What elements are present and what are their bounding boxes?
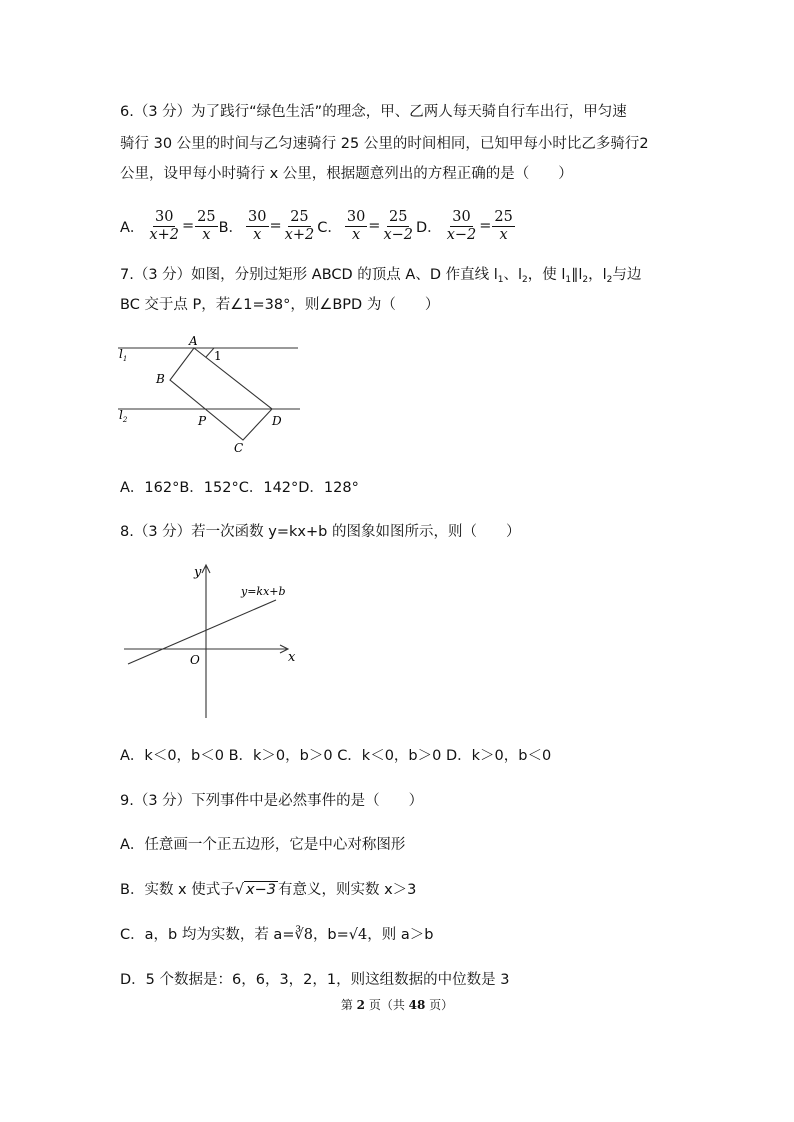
label-p: P: [198, 414, 207, 428]
q9-option-d: D．5 个数据是：6，6，3，2，1，则这组数据的中位数是 3: [120, 972, 510, 988]
q6-b-right-fraction: $\frac{25}{x+2}$: [284, 208, 315, 243]
q6-c-right-fraction: $\frac{25}{x-2}$: [383, 208, 414, 243]
q8-options: A．k＜0，b＜0 B．k＞0，b＞0 C．k＜0，b＞0 D．k＞0，b＜0: [120, 748, 552, 764]
label-b: B: [156, 372, 165, 386]
q6-line-2: 骑行 30 公里的时间与乙匀速骑行 25 公里的时间相同，已知甲每小时比乙多骑行2: [120, 136, 649, 152]
q6-option-a-label: A．: [120, 219, 145, 236]
q6-option-c-label: C．: [317, 219, 342, 236]
q9-option-b: B．实数 x 使式子√ x−3 有意义，则实数 x＞3: [120, 882, 417, 898]
function-line: [128, 600, 276, 664]
q6-a-left-fraction: $\frac{30}{x+2}$: [149, 208, 179, 243]
label-a: A: [189, 334, 198, 348]
label-l2: $l_2$: [119, 408, 128, 424]
label-angle-1: 1: [214, 349, 222, 363]
q6-option-b-label: B．: [218, 219, 244, 236]
q6-d-left-fraction: $\frac{30}{x-2}$: [446, 208, 477, 243]
y-axis-label: y: [194, 565, 202, 580]
label-l1: $l_1$: [119, 347, 128, 363]
x-axis-label: x: [288, 650, 296, 665]
function-label: y=kx+b: [241, 585, 286, 598]
q7-options: A．162°B．152°C．142°D．128°: [120, 480, 359, 496]
q7-line-1: 7.（3 分）如图，分别过矩形 ABCD 的顶点 A、D 作直线 $l_1$、$l_2$，使 $l_1\parallel l_2$，$l_2$与边: [120, 267, 642, 285]
angle-1-mark: [206, 348, 214, 357]
q6-option-d-label: D．: [416, 219, 442, 236]
q9-option-a: A．任意画一个正五边形，它是中心对称图形: [120, 837, 406, 853]
sqrt-symbol: √: [234, 882, 244, 898]
q7-figure: [110, 332, 310, 462]
q8-figure: [118, 560, 308, 725]
q6-b-left-fraction: $\frac{30}{x}$: [248, 208, 267, 243]
q6-line-3: 公里，设甲每小时骑行 x 公里，根据题意列出的方程正确的是（ ）: [120, 166, 573, 182]
page-footer: 第 2 页（共 48 页）: [340, 998, 454, 1012]
label-d: D: [272, 414, 282, 428]
q6-d-right-fraction: $\frac{25}{x}$: [494, 208, 513, 243]
q6-a-right-fraction: $\frac{25}{x}$: [197, 208, 216, 243]
q9-option-c: C．a，b 均为实数，若 a=∛8，b=√4，则 a＞b: [120, 927, 434, 943]
origin-label: O: [190, 653, 200, 667]
q6-line-1: 6.（3 分）为了践行“绿色生活”的理念，甲、乙两人每天骑自行车出行，甲匀速: [120, 104, 627, 120]
q7-line-2: BC 交于点 P，若∠1=38°，则∠BPD 为（ ）: [120, 297, 440, 313]
q9-line-1: 9.（3 分）下列事件中是必然事件的是（ ）: [120, 793, 424, 809]
q8-line-1: 8.（3 分）若一次函数 y=kx+b 的图象如图所示，则（ ）: [120, 524, 521, 540]
q6-options: A． $\frac{30}{x+2}$ = $\frac{25}{x}$ B． $\frac{30}{x}$ = $\frac{25}{x+2}$ C． $\frac{30}{x}$ = $\frac{25}{x-2}$ D． $\frac{30}{x-2}$ = $\frac{25}{x}$: [120, 208, 513, 243]
label-c: C: [234, 441, 244, 455]
q6-c-left-fraction: $\frac{30}{x}$: [346, 208, 366, 243]
